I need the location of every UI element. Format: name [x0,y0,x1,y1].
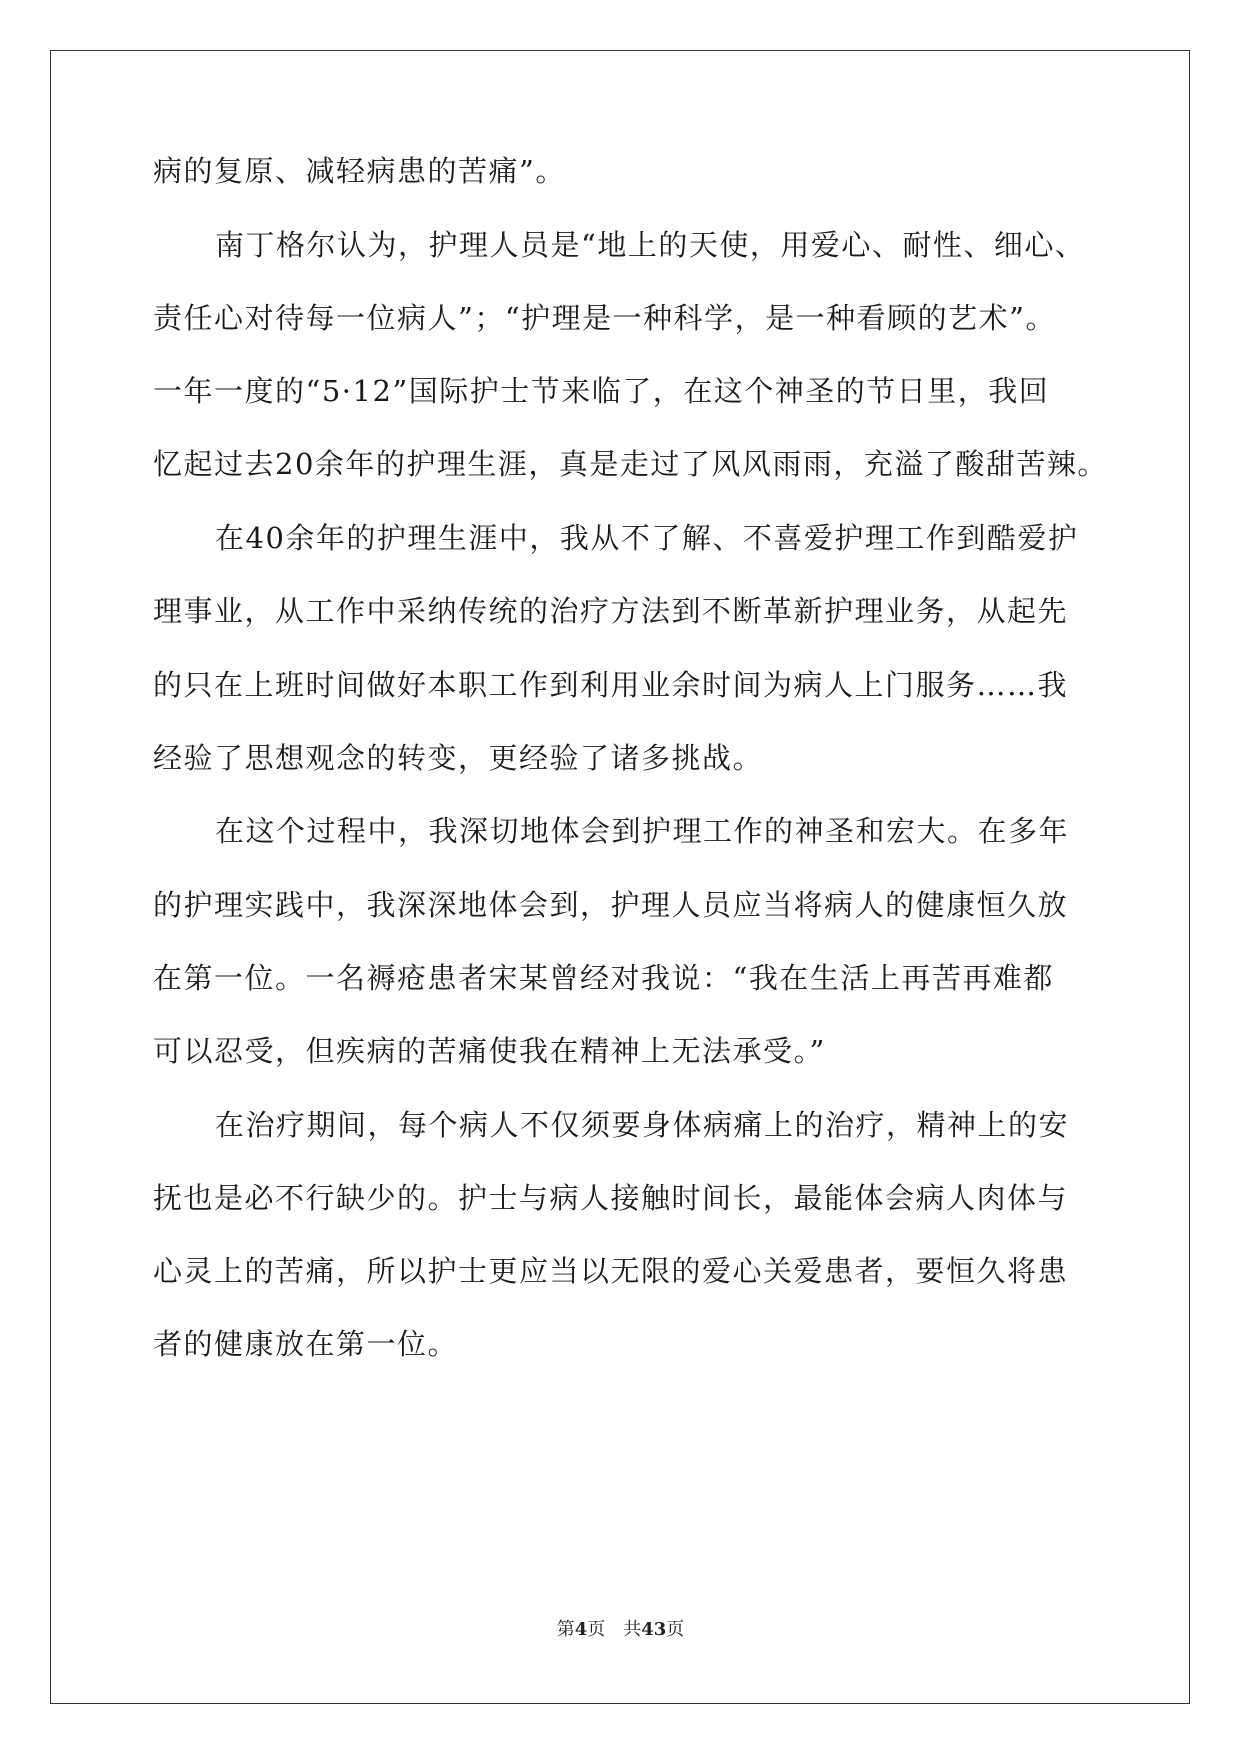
text-line: 忆起过去20余年的护理生涯，真是走过了风风雨雨，充溢了酸甜苦辣。 [153,447,1108,481]
text-line: 心灵上的苦痛，所以护士更应当以无限的爱心关爱患者，要恒久将患 [153,1254,1069,1288]
text-line: 南丁格尔认为，护理人员是“地上的天使，用爱心、耐性、细心、 [215,228,1086,262]
text-line: 在40余年的护理生涯中，我从不了解、不喜爱护理工作到酷爱护 [215,521,1079,555]
text-line: 一年一度的“5·12”国际护士节来临了，在这个神圣的节日里，我回 [153,374,1050,408]
page-footer [0,1618,1241,1642]
text-line: 的护理实践中，我深深地体会到，护理人员应当将病人的健康恒久放 [153,888,1069,922]
text-line: 责任心对待每一位病人”；“护理是一种科学，是一种看顾的艺术”。 [153,301,1056,335]
text-line: 在这个过程中，我深切地体会到护理工作的神圣和宏大。在多年 [215,814,1070,848]
footer-total-suffix: 页 [666,1619,685,1640]
text-line: 的只在上班时间做好本职工作到利用业余时间为病人上门服务……我 [153,668,1069,702]
text-line: 可以忍受，但疾病的苦痛使我在精神上无法承受。” [153,1034,826,1068]
text-line: 经验了思想观念的转变，更经验了诸多挑战。 [153,741,764,775]
text-line: 者的健康放在第一位。 [153,1327,459,1361]
text-line: 在第一位。一名褥疮患者宋某曾经对我说：“我在生活上再苦再难都 [153,961,1054,995]
total-pages: 43 [641,1619,667,1640]
text-line: 病的复原、减轻病患的苦痛”。 [153,154,566,188]
footer-total-prefix: 共 [623,1619,642,1640]
footer-page-suffix: 页 [587,1619,606,1640]
page-number: 4 [574,1619,588,1640]
text-line: 理事业，从工作中采纳传统的治疗方法到不断革新护理业务，从起先 [153,594,1069,628]
text-line: 抚也是必不行缺少的。护士与病人接触时间长，最能体会病人肉体与 [153,1181,1069,1215]
text-line: 在治疗期间，每个病人不仅须要身体病痛上的治疗，精神上的安 [215,1108,1070,1142]
footer-prefix: 第 [556,1619,575,1640]
